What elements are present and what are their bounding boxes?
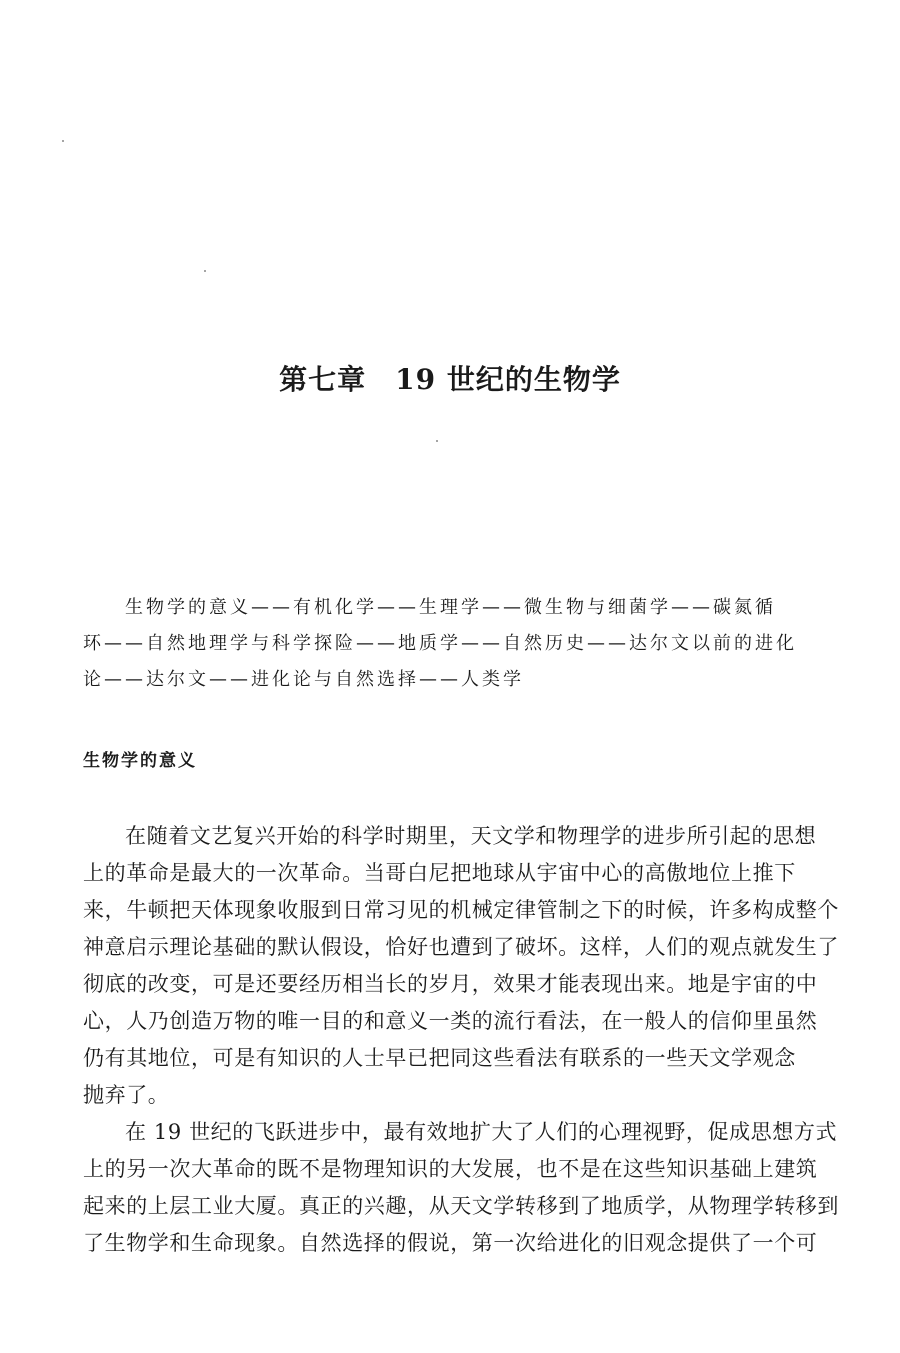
- paragraph-line: 心，人乃创造万物的唯一目的和意义一类的流行看法，在一般人的信仰里虽然: [83, 1009, 818, 1033]
- chapter-summary: [83, 590, 813, 698]
- section-heading: 生物学的意义: [83, 751, 197, 771]
- paragraph-line: 上的革命是最大的一次革命。当哥白尼把地球从宇宙中心的高傲地位上推下: [83, 861, 796, 885]
- scan-speck: [204, 270, 206, 272]
- chapter-title: 第七章 19 世纪的生物学: [279, 363, 621, 396]
- paragraph-line: 神意启示理论基础的默认假设，恰好也遭到了破坏。这样，人们的观点就发生了: [83, 935, 839, 959]
- summary-line: 环——自然地理学与科学探险——地质学——自然历史——达尔文以前的进化: [83, 633, 797, 654]
- scan-speck: [436, 440, 438, 442]
- body-text: [83, 818, 839, 1262]
- paragraph-line: 彻底的改变，可是还要经历相当长的岁月，效果才能表现出来。地是宇宙的中: [83, 972, 818, 996]
- paragraph-line: 起来的上层工业大厦。真正的兴趣，从天文学转移到了地质学，从物理学转移到: [83, 1194, 839, 1218]
- paragraph-line: 来，牛顿把天体现象收服到日常习见的机械定律管制之下的时候，许多构成整个: [83, 898, 839, 922]
- paragraph-line: 在 19 世纪的飞跃进步中，最有效地扩大了人们的心理视野，促成思想方式: [125, 1120, 838, 1144]
- paragraph-line: 抛弃了。: [83, 1083, 170, 1107]
- paragraph-line: 仍有其地位，可是有知识的人士早已把同这些看法有联系的一些天文学观念: [83, 1046, 796, 1070]
- paragraph-line: 上的另一次大革命的既不是物理知识的大发展，也不是在这些知识基础上建筑: [83, 1157, 818, 1181]
- paragraph-line: 了生物学和生命现象。自然选择的假说，第一次给进化的旧观念提供了一个可: [83, 1231, 818, 1255]
- scan-speck: [62, 140, 64, 142]
- summary-line: 生物学的意义——有机化学——生理学——微生物与细菌学——碳氮循: [125, 597, 776, 618]
- paragraph-line: 在随着文艺复兴开始的科学时期里，天文学和物理学的进步所引起的思想: [125, 824, 817, 848]
- summary-line: 论——达尔文——进化论与自然选择——人类学: [83, 669, 524, 690]
